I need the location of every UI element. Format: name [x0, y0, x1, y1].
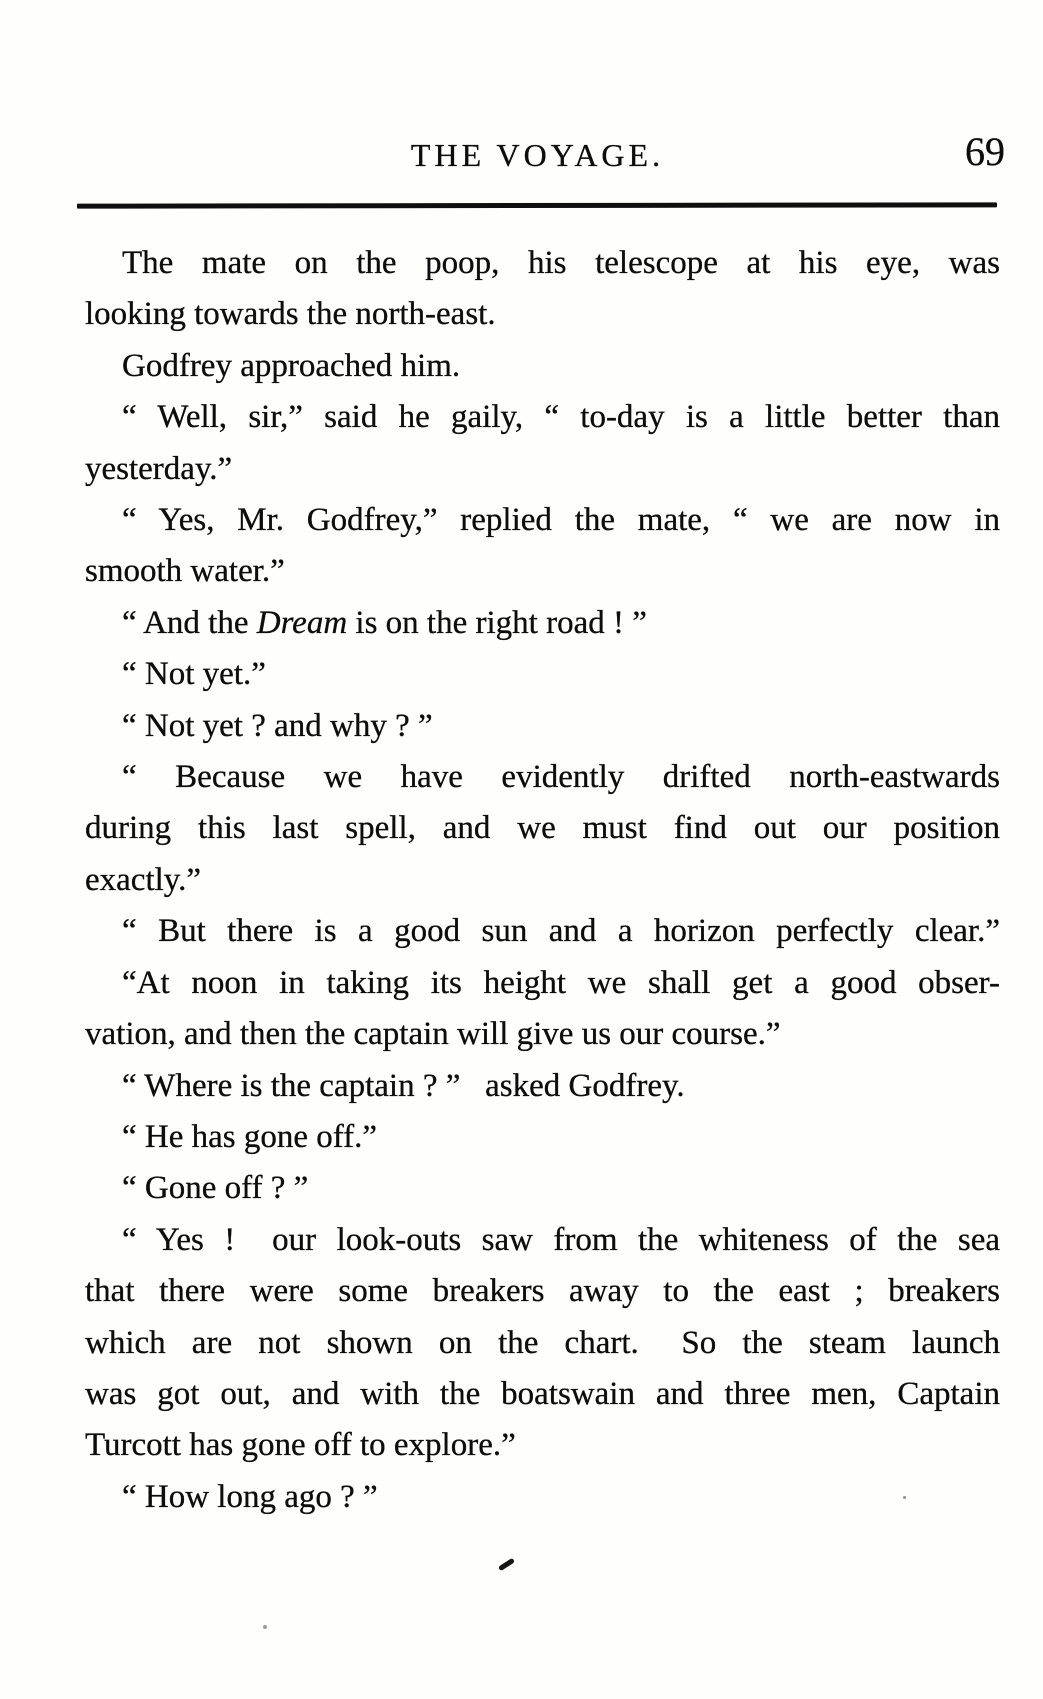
text-line: [85, 546, 1000, 597]
text-line: [85, 1061, 1000, 1112]
text-run: “ Where is the captain ? ” asked Godfrey.: [122, 1067, 685, 1104]
text-run: during this last spell, and we must find out our position: [85, 810, 1000, 847]
text-line: [85, 855, 1000, 906]
header-divider-rule: [77, 202, 997, 208]
ship-name-italic: Dream: [256, 604, 348, 641]
text-line: [85, 649, 1000, 700]
text-run: “ How long ago ? ”: [122, 1478, 378, 1515]
text-line: [85, 701, 1000, 752]
ink-stroke-speck: [498, 1558, 515, 1571]
text-line: [85, 495, 1000, 546]
text-block: [85, 238, 1000, 1523]
text-line: [85, 958, 1000, 1009]
text-run: “ Well, sir,” said he gaily, “ to-day is a little better than: [122, 399, 1000, 436]
text-line: [85, 1266, 1000, 1317]
text-run: “ He has gone off.”: [122, 1118, 378, 1155]
text-line: [85, 598, 1000, 649]
text-line: [85, 1472, 1000, 1523]
text-line: [85, 392, 1000, 443]
text-run: “ Not yet.”: [122, 656, 266, 693]
text-run: yesterday.”: [85, 450, 233, 487]
text-line: [85, 238, 1000, 289]
text-line: [85, 1112, 1000, 1163]
text-run: “ Gone off ? ”: [122, 1170, 309, 1207]
text-run: “ But there is a good sun and a horizon perfectly clear.”: [122, 913, 1000, 950]
text-run: exactly.”: [85, 861, 202, 898]
text-run: looking towards the north-east.: [85, 296, 496, 333]
text-run: “ Not yet ? and why ? ”: [122, 707, 433, 744]
text-line: [85, 1009, 1000, 1060]
text-run: which are not shown on the chart. So the steam launch: [85, 1324, 1000, 1361]
text-line: [85, 1163, 1000, 1214]
text-run: is on the right road ! ”: [347, 604, 647, 641]
running-head-title: THE VOYAGE.: [410, 137, 665, 173]
text-line: [85, 1369, 1000, 1420]
text-line: [85, 1318, 1000, 1369]
text-line: [85, 289, 1000, 340]
text-run: “ Yes ! our look-outs saw from the whiteness of the sea: [122, 1221, 1000, 1258]
text-run: that there were some breakers away to the east ; breakers: [85, 1273, 1000, 1310]
text-run: Godfrey approached him.: [122, 347, 461, 384]
text-line: [85, 1215, 1000, 1266]
text-line: [85, 341, 1000, 392]
text-run: “ And the: [122, 604, 257, 641]
text-run: “ Because we have evidently drifted north-eastwards: [122, 759, 1000, 796]
text-line: [85, 752, 1000, 803]
text-line: [85, 1420, 1000, 1471]
text-run: smooth water.”: [85, 553, 285, 590]
text-line: [85, 906, 1000, 957]
text-run: was got out, and with the boatswain and three men, Captain: [85, 1375, 1000, 1412]
text-run: “At noon in taking its height we shall get a good obser-: [122, 964, 1000, 1001]
text-run: vation, and then the captain will give us our course.”: [85, 1016, 781, 1053]
text-line: [85, 444, 1000, 495]
page-number: 69: [965, 129, 1005, 174]
text-line: [85, 803, 1000, 854]
text-run: “ Yes, Mr. Godfrey,” replied the mate, “ we are now in: [122, 502, 1000, 539]
text-run: Turcott has gone off to explore.”: [85, 1427, 516, 1464]
ink-dot-speck: [903, 1496, 906, 1499]
text-run: The mate on the poop, his telescope at his eye, was: [122, 245, 1000, 281]
ink-dot-speck: [263, 1625, 267, 1629]
